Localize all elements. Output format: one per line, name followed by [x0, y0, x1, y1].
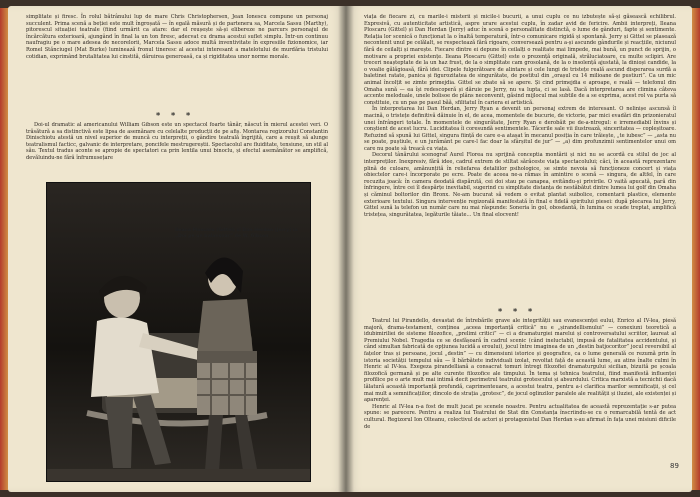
left-text-block-1 — [26, 14, 328, 60]
right-page — [346, 6, 692, 492]
left-paragraph-2: Doi-ul dramatic al americanului William Gibson este un spectacol foarte tânăr, născut în mierul acestei veri. O trăsătură a sa distinctivă este lipsa de asemănare cu celelalte producții de pe afiș. Montarea regizorului Constantin Dinischiotu atestă un nivel superior de muncă cu interpreții, o gândire teatrală îngrijită, care a reușit să alunge teatralismul facticc, galvanic de interpretare, poncifele mestrugereștii. Spectacolul are fluiditate, tensiune, un stil al său. Textul tradus aconte se apropie de spectatori ca prin lentila unui binoclu, și efectul asemănător se amplifică, devăluindu-ne fără înfrumusețare — [26, 122, 328, 161]
production-photo — [46, 182, 311, 482]
left-page — [8, 6, 346, 492]
right-text-block-2 — [364, 318, 676, 430]
right-paragraph-2: În interpretarea lui Dan Herdan, Jerry Ryan a devenit un personaj extrem de interesant. O nelinișe ascunsă îl macină, o tristețe definitivă dăinuie în el, de acea, momentele de bucurie, de victorie, par mici evadări din prizonieratul unei înfrângeri totale. În momentele de singurătate, Jerry Ryan e derobăit pe de-a-ntregul: e irremediabil învins și conștient de acest lucru. Luciditatea îi coresundă sentimentele. Tăcerile sale vii ilustrează, sinceritatea — copleșitoare. Refuzind să spună lui Gittel, singura ființă de care e-a atașat în mecanul posiția în care trăiește, „te iubesc” — „asta nu se poate, puștiule, e un jurământ pe care-l fac doar la sfârșitul de jur” — „a) dim profunzimii sentimentelor unui om care nu poate să treacă cu viața. — [364, 106, 676, 152]
left-paragraph-1: simplitate și firesc. În rolul bătrânului lup de mare Chris Christophersen, Jean Ionescu compune un personaj succulent. Prima scenă a beției este mult îngroșată — în egală măsură și de partenera sa, Marcela Sassu (Marthy), pitorescul situației teatrale (fiind urmărit ca atare: dar el reușește să-și elibereze ne parcurs personajul de încărcătura exterioară, ajungând în final la un ton firesc, adecvat cu drama acestui suflet simplu. Într-un continuu naufragiu pe o mare adesea de necorelorii, Marcela Sassu adoce multă inventivitate în expresiile fizionomice, iar Romel Stănciugel (Mat Burke) luminează fronul tineresc al acestui interesant a matelotului de murdăria tristului cotidian, exprimând brutalitatea lui cinstită, dăruirea generoasă, ca și rigiditatea unor norme morale. — [26, 14, 328, 60]
right-paragraph-1: viața de fiecare zi, cu marile-i misterii și micile-i bucurii, a unui cuplu ce nu izbutește să-și găsească echilibrul. Expresivă, cu autenticitate artistică, aspre urare acestui cuplu, în zadar avid de fericire. Ambii interpreți, Ileana Ploscaru (Gittel) și Dan Herdan (Jerry) aduc în scenă o personalitate distinctă, o lume de gânduri, fapte și sentimente. Relația lor scenică o funcționat la o înaltă temperatură, într-o comunicare rigidă și spontană. Jerry și Gittel se plasează necontenit unul pe celălalt, se respectează fără rigoare, conversează pentru a-și ascunde gândurile și reacțiile, niciunul fără de ceilalți și marește. Fiecare dintre ei depune în ceilalți o realitate mai limpede, mai bună, un punct de sprijin, o motivare a propriei existențe. Ileana Ploscaru (Gittel) este o prezență originală, străluciatoare, cu multe sclipiri. Are treceri neașteptate de la un haz frust, de la o simplitate cam grosolană, de la o insolență ajustată, la dinioși candide, la o voalie gălăgioasă, fără idei. Clipele fulgerătoare de alintare și cele lungi de tristețe reală ascund disperarea surdă a baletinei ratate, panica și figurozitatea de singurătate, de postitul din „orașul cu 14 milioane de pustiuri”. Ca un mic animal încolțit se zimte primejdia. Gittel se zbate să se apere. Și cind primejdia e aproape, e reală — telefonul din Omaha sună — ea își redescoperă și dăruie pe Jerry, nu va lupta, ci se lasă. Dacă interpretarea are climina câteva accente meloduale, unele bolisoe de plâns neconvenit, găsind mijlocul mai subtile de a se exprima, acest rol va purta să constituie, cu un pas pe pasul băă, sfilitatul în cariera ei artistică. — [364, 14, 676, 106]
photo-caption: Ileana Ploscaru (Gittel) și Dan Herdan (Jerry) în „Doi pe un balansoar” de W. Gibson — [175, 228, 298, 239]
section-separator-1: * * * — [156, 110, 195, 120]
section-separator-2: * * * — [498, 306, 537, 316]
right-paragraph-4: Teatrul lui Pirandello, devastat de întrebările grave ale integrității sau evanescenței eului, Enrico al IV-lea, piesă majoră, drama-testament, conținea „aceea importanță critică” nu e „șirandellismului” — conexiuni teoretică a idubimiriliei de sisteme filozofice, „prelimi critici” — ci a dramaturgiei marelui și controversatului scriitor, laureat al Premiului Nobel. Tragedia ce se desfășoară în cadrul scenic (când ineluctabil, impusă de fatalitatea accidentului, și când simultan fabricată de opțiunea lucidă a eroului), jocul între imaginea de un „destin batjocoritor” jocul reversibil al fațelor tras și persoane, jocul „destin” — cu dimensiuni istorice și geografice, ca o lume generală ce rezumă prin în istoria societății tempului său — îl bărbătete individuali izolat, revoltat față de această lume, au atins înalte culmi în Henric al IV-lea. Exegeza pirandelliană a consacrat tomuri întregi filozofiei dramaturgului sicilian, bizuită pe școala filozofică germană și pe alte curente filozofice ale timpului. În tema și tehnica teatrului, fiind manifestă influenței profilice pe o arte mult mai intimă decit perimetrul teatrului grotescului și absurdului. Critica marxistă a tecnichii dacă lălatură această importanță profundă, caprimenteuare, a acestui teatru, pentru a-i clarifica marilor semnificații, și cel mai mult a semnificațiilor, dincolo de strația „grotesc”, de jocul oglinzilor paralele ale realității și iluziei, ale existenței și aparenței. — [364, 318, 676, 404]
book-gutter — [338, 6, 354, 492]
page-number: 89 — [670, 462, 679, 470]
right-paragraph-5: Henric al IV-lea n-a fost de mult jucat pe scenele noastre. Pentru actualitatea de această reprezentație s-ar putea spune: se parecere. Pentru a realiza lui Teatrului de Stat din Constanța înscriindu-se cu o remarcabilă tentă de act cultural. Regizorul Ion Olteanu, colectivul de actori și protagonistul Dan Herdan s-au afirmat în fața unei misiuni dificile de — [364, 403, 676, 430]
left-text-block-2 — [26, 122, 328, 162]
right-paragraph-3: Decorul tânărului scenograf Aurel Florea nu sprijină conceptia montării și nici nu se acordă cu stilul de joc al interpreților. Inexpresiv, fără idee, cadrul extrem de stiltat sărăceste viața spectacolului; căci, în această reprezentare plină de culoare, amănunțită în reliefarea detaliilor psihologice, se simte nevoia să funcționeze concert și viața obiectelor care-i încorporate pe ecre. Poate de aceea ne-a rămas în amintire o scenă — singura, de altfel, în care recuzita joacă: în camera deodată dispărută, cei doi stau pe canapea, evitându-și privirile. O vaită apucată, pară din înfringere, între cei îl despărțe inevitabil, sugerind cu simplitate distanța de nestăbătut dintre lumea lui golf din Omaha și căminul boltorilor din Bronx. Ne-am bucurat să vedem o evitat plantat suibolice, comentarii plastice, elemente exterioare textului. Singura intervenție regizorală manifestată în final e fidelă spiritului piesei: după plecarea lui Jerry, Gittel sună la telefon un număr care nu mai răspunde: Soneria în gol, obosdantă, în lumina ce scade treptat, amplifică tristețea, singurătatea, legăturile tăiate... Un final elocvent! — [364, 152, 676, 218]
right-text-block-1 — [364, 14, 676, 218]
